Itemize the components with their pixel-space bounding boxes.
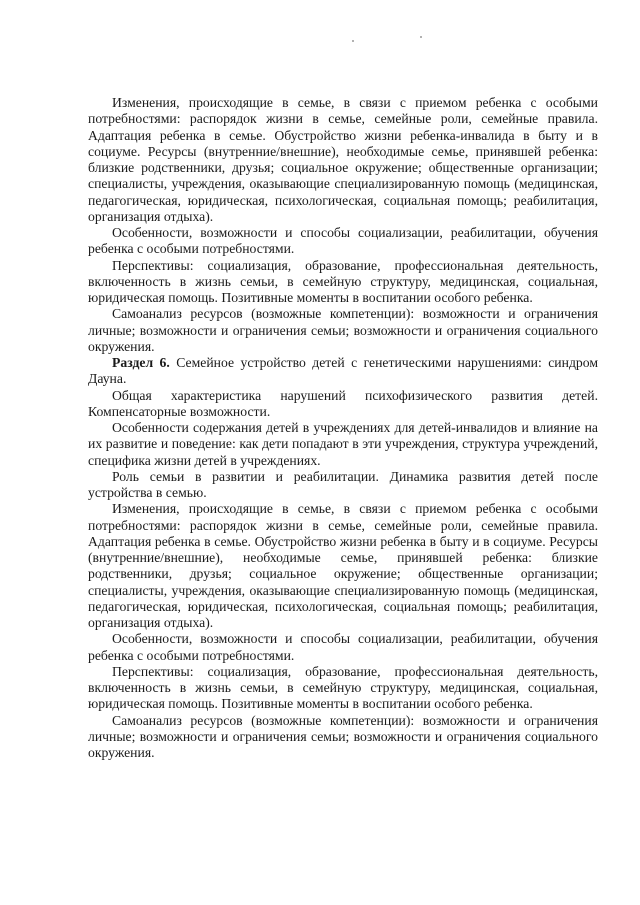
paragraph-socialization: Особенности, возможности и способы социализации, реабилитации, обучения ребенка с особыми потребностями.: [88, 631, 598, 663]
paragraph-family-changes: Изменения, происходящие в семье, в связи с приемом ребенка с особыми потребностями: распорядок жизни в семье, семейные роли, семейные правила. Адаптация ребенка в семье. Обустройство жизни ребенка-инвалида в быту и в социуме. Ресурсы (внутренние/внешние), необходимые семье, принявшей ребенка: близкие родственники, друзья; социальное окружение; общественные организации; специалисты, учреждения, оказывающие специализированную помощь (медицинская, педагогическая, юридическая, психологическая, социальная помощь; реабилитация, организация отдыха).: [88, 95, 598, 224]
paragraph-self-analysis: Самоанализ ресурсов (возможные компетенции): возможности и ограничения личные; возможности и ограничения семьи; возможности и ограничения социального окружения.: [88, 306, 598, 354]
paragraph-family-role: Роль семьи в развитии и реабилитации. Динамика развития детей после устройства в семью.: [88, 468, 598, 500]
section-title: Семейное устройство детей с генетическими нарушениями: синдром Дауна.: [88, 355, 599, 387]
paragraph-self-analysis: Самоанализ ресурсов (возможные компетенции): возможности и ограничения личные; возможности и ограничения семьи; возможности и ограничения социального окружения.: [88, 712, 598, 760]
scan-speck: [420, 36, 422, 38]
paragraph-general-characteristics: Общая характеристика нарушений психофизического развития детей. Компенсаторные возможности.: [88, 387, 598, 419]
paragraph-socialization: Особенности, возможности и способы социализации, реабилитации, обучения ребенка с особыми потребностями.: [88, 225, 598, 257]
paragraph-perspectives: Перспективы: социализация, образование, профессиональная деятельность, включенность в жизнь семьи, в семейную структуру, медицинская, социальная, юридическая помощь. Позитивные моменты в воспитании особого ребенка.: [88, 257, 598, 305]
scan-speck: [352, 40, 354, 42]
section-6-heading: [88, 355, 598, 388]
paragraph-perspectives: Перспективы: социализация, образование, профессиональная деятельность, включенность в жизнь семьи, в семейную структуру, медицинская, социальная, юридическая помощь. Позитивные моменты в воспитании особого ребенка.: [88, 663, 598, 712]
section-label: Раздел 6.: [112, 355, 170, 370]
paragraph-institution-features: Особенности содержания детей в учреждениях для детей-инвалидов и влияние на их развитие и поведение: как дети попадают в эти учреждения, структура учреждений, специфика жизни детей в учреждениях.: [88, 420, 598, 468]
document-page: [88, 95, 598, 761]
paragraph-family-changes: Изменения, происходящие в семье, в связи с приемом ребенка с особыми потребностями: распорядок жизни в семье, семейные роли, семейные правила. Адаптация ребенка в семье. Обустройство жизни ребенка в быту и в социуме. Ресурсы (внутренние/внешние), необходимые семье, принявшей ребенка: близкие родственники, друзья; социальное окружение; общественные организации; специалисты, учреждения, оказывающие специализированную помощь (медицинская, педагогическая, юридическая, психологическая, социальная помощь; реабилитация, организация отдыха).: [88, 501, 598, 630]
